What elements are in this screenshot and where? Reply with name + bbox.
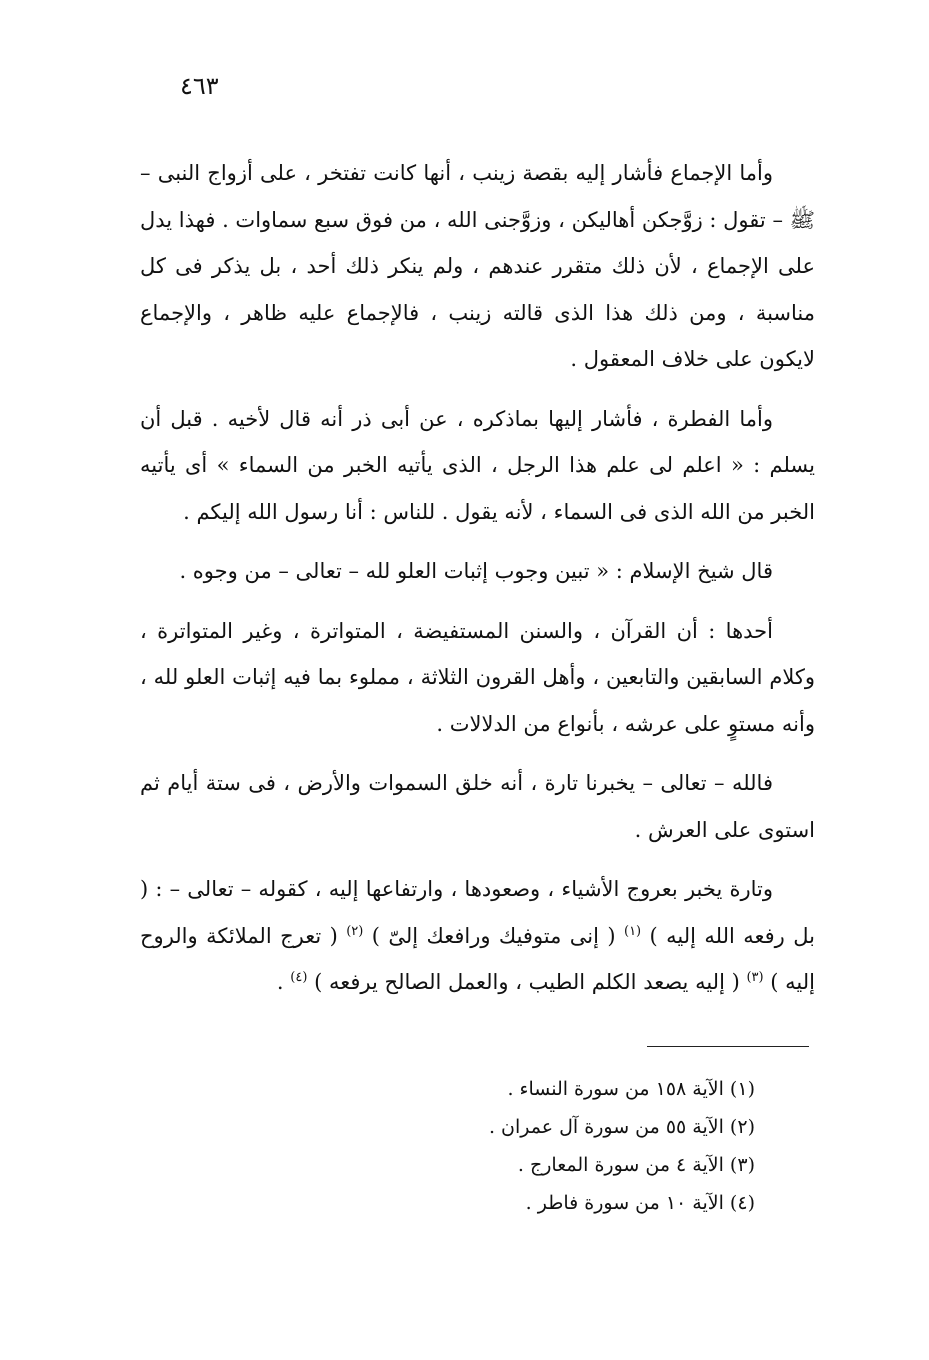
paragraph-creation: فالله – تعالى – يخبرنا تارة ، أنه خلق السموات والأرض ، فى ستة أيام ثم استوى على العرش . [140,771,815,842]
footnote-2: (٢) الآية ٥٥ من سورة آل عمران . [488,1116,755,1138]
footnote-3: (٣) الآية ٤ من سورة المعارج . [517,1154,755,1176]
paragraph-fitra: وأما الفطرة ، فأشار إليها بماذكره ، عن أبى ذر أنه قال لأخيه . قبل أن يسلم : « اعلم لى علم هذا الرجل ، الذى يأتيه الخبر من السماء » أى يأتيه الخبر من الله الذى فى السماء ، لأنه يقول . للناس : أنا رسول الله إليكم . [140,406,815,524]
footnote-ref-3: (٣) [746,970,764,985]
paragraph-first-proof: أحدها : أن القرآن ، والسنن المستفيضة ، المتواترة ، وغير المتواترة ، وكلام السابقين والتابعين ، وأهل القرون الثلاثة ، مملوء بما فيه إثبات العلو لله ، وأنه مستوٍ على عرشه ، بأنواع من الدلالات . [140,618,815,736]
footnote-ref-2: (٢) [346,923,364,939]
page-number: ٤٦٣ [180,72,219,100]
ascension-text-5: . [276,970,284,994]
footnote-ref-4: (٤) [290,970,308,985]
ascension-text-4: ( إليه يصعد الكلم الطيب ، والعمل الصالح يرفعه ) [314,970,740,994]
footnote-1: (١) الآية ١٥٨ من سورة النساء . [507,1078,755,1100]
ascension-text-1: وتارة يخبر بعروج الأشياء ، وصعودها ، وارتفاعها إليه ، كقوله – تعالى – : ( بل رفعه الله إليه ) [140,877,815,948]
paragraph-shaykh-quote: قال شيخ الإسلام : « تبين وجوب إثبات العلو لله – تعالى – من وجوه . [179,559,773,583]
ascension-text-3: ( تعرج الملائكة والروح إليه ) [140,923,815,994]
footnote-4: (٤) الآية ١٠ من سورة فاطر . [525,1192,755,1214]
footnote-divider [647,1046,809,1047]
footnotes [300,1070,755,1222]
paragraph-ascension [140,866,815,1006]
paragraph-consensus: وأما الإجماع فأشار إليه بقصة زينب ، أنها كانت تفتخر ، على أزواج النبى – ﷺ – تقول : زوَّجكن أهاليكن ، وزوَّجنى الله ، من فوق سبع سماوات . فهذا يدل على الإجماع ، لأن ذلك متقرر عندهم ، ولم ينكر ذلك أحد ، بل يذكر فى كل مناسبة ، ومن ذلك هذا الذى قالته زينب ، فالإجماع عليه ظاهر ، والإجماع لايكون على خلاف المعقول . [140,161,815,371]
footnote-ref-1: (١) [623,923,642,939]
main-text [140,150,815,1019]
ascension-text-2: ( إنى متوفيك ورافعك إلىّ ) [371,923,616,948]
